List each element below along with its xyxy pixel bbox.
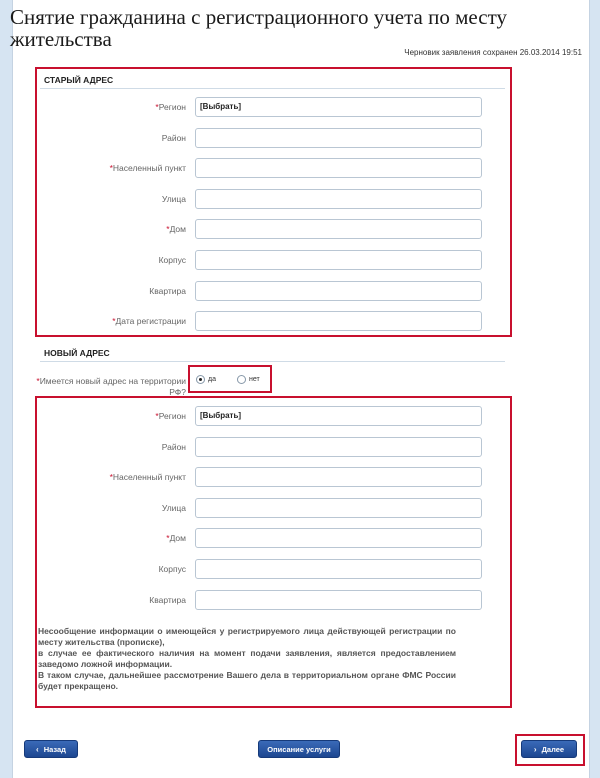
new-address-label-1: Район (161, 441, 186, 452)
new-address-field-4[interactable] (195, 528, 482, 548)
new-address-label-5: Корпус (158, 564, 186, 574)
new-address-field-1[interactable] (195, 437, 482, 457)
old-address-field-7[interactable] (195, 311, 482, 331)
required-mark: * (155, 102, 159, 112)
new-address-label-2: *Населенный пункт (109, 472, 186, 483)
new-address-field-3[interactable] (195, 498, 482, 518)
old-address-label-7: *Дата регистрации (112, 316, 186, 327)
service-description-button[interactable]: Описание услуги (258, 740, 340, 758)
new-address-question-label: *Имеется новый адрес на территории РФ? (36, 376, 186, 397)
radio-no[interactable] (237, 375, 246, 384)
old-address-field-3[interactable] (195, 189, 482, 209)
old-address-label-1: Район (161, 132, 186, 143)
old-address-field-5[interactable] (195, 250, 482, 270)
new-address-field-2[interactable] (195, 467, 482, 487)
required-mark: * (109, 163, 113, 174)
old-address-divider (40, 88, 505, 89)
old-address-field-4[interactable] (195, 219, 482, 239)
chevron-right-icon: › (533, 744, 537, 754)
required-mark: * (166, 224, 170, 235)
notice-line-3: В таком случае, дальнейшее рассмотрение Вашего дела в территориальном органе ФМС России будет прекращено. (38, 670, 456, 691)
old-address-field-0[interactable]: [Выбрать] (195, 97, 482, 117)
new-address-label-6: Квартира (149, 594, 186, 605)
old-address-label-2: *Населенный пункт (109, 163, 186, 174)
old-address-heading: СТАРЫЙ АДРЕС (44, 75, 114, 85)
page-title: Снятие гражданина с регистрационного учета по месту жительства (10, 5, 507, 51)
required-mark: * (155, 411, 159, 421)
old-address-label-3: Улица (161, 193, 186, 204)
draft-status: Черновик заявления сохранен 26.03.2014 19:51 (404, 48, 582, 57)
back-button[interactable]: ‹ Назад (24, 740, 78, 758)
new-address-label-4: *Дом (166, 533, 186, 544)
new-address-field-0[interactable]: [Выбрать] (195, 406, 482, 426)
registration-notice (38, 626, 456, 692)
old-address-label-6: Квартира (149, 285, 186, 296)
new-address-divider (40, 361, 505, 362)
new-address-field-6[interactable] (195, 590, 482, 610)
notice-line-2: в случае ее фактического наличия на момент подачи заявления, является предоставлением заведомо ложной информации. (38, 648, 456, 669)
old-address-label-4: *Дом (166, 224, 186, 235)
new-address-field-5[interactable] (195, 559, 482, 579)
old-address-field-6[interactable] (195, 281, 482, 301)
new-address-label-3: Улица (161, 502, 186, 513)
new-address-label-0: *Регион (155, 411, 186, 421)
new-address-heading: НОВЫЙ АДРЕС (44, 348, 110, 358)
chevron-left-icon: ‹ (36, 744, 39, 754)
old-address-field-2[interactable] (195, 158, 482, 178)
radio-yes[interactable] (196, 375, 205, 384)
notice-line-1: Несообщение информации о имеющейся у регистрируемого лица действующей регистрации по месту жительства (прописке), (38, 626, 456, 647)
radio-no-label: нет (249, 376, 260, 383)
next-button[interactable]: › Далее (521, 740, 577, 758)
old-address-label-0: *Регион (155, 102, 186, 112)
old-address-label-5: Корпус (158, 255, 186, 265)
required-mark: * (109, 472, 113, 483)
required-mark: * (112, 316, 116, 327)
radio-yes-label: да (208, 376, 216, 383)
old-address-field-1[interactable] (195, 128, 482, 148)
required-mark: * (166, 533, 170, 544)
